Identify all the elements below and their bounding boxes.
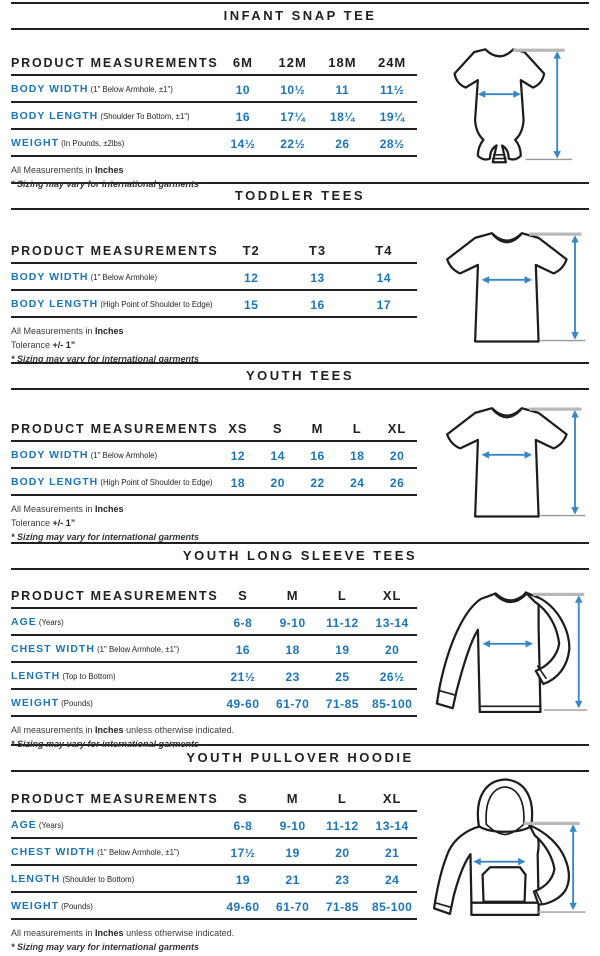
measurement-label-cell [11,129,218,156]
youth-pullover-hoodie-illustration [421,772,589,927]
length-arrow [569,824,576,910]
measurement-label-cell [11,838,218,865]
measurement-value: 23 [268,662,318,689]
table-row [11,635,417,662]
measurement-value: 18 [218,468,258,495]
measurement-label-cell [11,689,218,716]
measurement-value: 9-10 [268,811,318,838]
measurement-label-cell [11,441,218,468]
table-area [11,210,417,368]
measurement-value: 20 [258,468,298,495]
footnote-text: All measurements in [11,725,96,735]
table-header-row [11,788,417,811]
size-column-header: S [218,585,268,608]
footnote-bold-text: Inches [95,165,124,175]
measurement-value: 13-14 [367,608,417,635]
footnote [11,504,417,514]
measurement-label-cell [11,263,218,290]
size-column-header: M [268,585,318,608]
table-body [11,75,417,156]
footnote-text: * Sizing may vary for international garments [11,739,200,749]
table-area [11,570,417,753]
measurement-value: 12 [218,441,258,468]
table-row [11,441,417,468]
size-column-header: L [337,418,377,441]
youth-pullover-hoodie-figure [421,772,589,932]
measurement-value: 61-70 [268,892,318,919]
table-area [11,390,417,546]
footnote-text: Tolerance [11,518,53,528]
measurement-note: (1" Below Armhole, ±1") [94,848,180,857]
table-body [11,608,417,716]
measurement-value: 21½ [218,662,268,689]
size-column-header: 12M [268,52,318,75]
size-column-header: 18M [318,52,368,75]
table-row [11,102,417,129]
measurement-value: 21 [367,838,417,865]
size-column-header: 24M [367,52,417,75]
measurement-value: 11 [318,75,368,102]
table-row [11,608,417,635]
table-row [11,838,417,865]
measurement-value: 13-14 [367,811,417,838]
table-header-row [11,52,417,75]
measurement-value: 6-8 [218,608,268,635]
measurement-value: 61-70 [268,689,318,716]
measurement-value: 16 [284,290,350,317]
measurement-label: WEIGHT [11,900,59,912]
size-column-header: T2 [218,240,284,263]
table-row [11,892,417,919]
figure-area [417,570,589,739]
measurement-value: 10 [218,75,268,102]
measurement-label: CHEST WIDTH [11,643,95,655]
body-length-arrow [571,235,578,340]
measurement-value: 14 [351,263,417,290]
measurement-value: 26 [318,129,368,156]
measurement-value: 17¼ [268,102,318,129]
measurement-value: 9-10 [268,608,318,635]
length-arrow [575,595,582,708]
size-column-header: 6M [218,52,268,75]
measurement-note: (1" Below Armhole, ±1") [88,85,173,94]
size-table [11,585,417,717]
measurement-note: (Shoulder to Bottom) [60,875,135,884]
footnote-text: unless otherwise indicated. [123,725,235,735]
measurement-value: 16 [218,102,268,129]
measurement-note: (1" Below Armhole, ±1") [94,645,180,654]
footnote [11,739,417,749]
measurement-value: 18 [337,441,377,468]
measurement-note: (Years) [36,821,64,830]
figure-area [417,30,589,185]
footnote [11,725,417,735]
table-body [11,441,417,495]
measurement-value: 19 [318,635,368,662]
table-row [11,468,417,495]
table-head [11,240,417,263]
footnote-bold-text: +/- 1” [52,518,76,528]
footnote-text: unless otherwise indicated. [123,928,235,938]
section-youth-long-sleeve-tees [0,542,600,749]
size-column-header: L [318,788,368,811]
section-title: YOUTH LONG SLEEVE TEES [182,548,418,563]
measurement-label: BODY WIDTH [11,271,89,283]
measurement-label-cell [11,892,218,919]
section-content [11,772,589,956]
section-youth-tees [0,362,600,542]
size-table [11,52,417,157]
table-header-row [11,585,417,608]
size-table [11,788,417,920]
size-column-header: L [318,585,368,608]
footnote-text: * Sizing may vary for international garments [11,532,200,542]
measurement-value: 18 [268,635,318,662]
measurement-value: 22½ [268,129,318,156]
measurement-label-cell [11,75,218,102]
size-column-header: XL [367,788,417,811]
section-content [11,390,589,546]
footnote [11,326,417,336]
table-header-row [11,418,417,441]
measurement-value: 11-12 [318,608,368,635]
footnote-text: Tolerance [11,340,53,350]
footnote [11,532,417,542]
measurement-value: 18¼ [318,102,368,129]
infant-bodysuit-figure [419,30,589,185]
toddler-tee-illustration [421,222,589,362]
measurement-value: 19¼ [367,102,417,129]
section-title: YOUTH PULLOVER HOODIE [186,750,414,765]
table-body [11,811,417,919]
measurement-value: 49-60 [218,892,268,919]
figure-area [417,772,589,932]
table-row [11,662,417,689]
measurement-label-cell [11,468,218,495]
measurement-value: 19 [218,865,268,892]
footnotes [11,326,417,364]
measurement-value: 20 [367,635,417,662]
section-toddler-tees [0,182,600,362]
table-header-label: PRODUCT MEASUREMENTS [11,585,218,608]
measurement-value: 49-60 [218,689,268,716]
footnote [11,340,417,350]
footnote-bold-text: Inches [95,326,124,336]
table-header-label: PRODUCT MEASUREMENTS [11,52,218,75]
measurement-value: 26½ [367,662,417,689]
size-column-header: T4 [351,240,417,263]
footnote-text: * Sizing may vary for international garments [11,179,200,189]
youth-tee-illustration [421,396,589,538]
measurement-value: 24 [367,865,417,892]
measurement-value: 14½ [218,129,268,156]
measurement-value: 16 [298,441,338,468]
size-column-header: T3 [284,240,350,263]
measurement-value: 20 [318,838,368,865]
measurement-label-cell [11,865,218,892]
measurement-label: CHEST WIDTH [11,846,95,858]
measurement-value: 22 [298,468,338,495]
footnotes [11,504,417,542]
section-title-bar [11,2,589,30]
measurement-note: (Pounds) [59,699,93,708]
footnotes [11,165,417,189]
table-area [11,30,417,193]
measurement-value: 71-85 [318,892,368,919]
section-infant-snap-tee [0,2,600,189]
table-header-row [11,240,417,263]
body-length-arrow [553,51,560,158]
table-head [11,418,417,441]
table-area [11,772,417,956]
measurement-value: 85-100 [367,689,417,716]
measurement-value: 16 [218,635,268,662]
footnote [11,165,417,175]
footnotes [11,725,417,749]
measurement-value: 15 [218,290,284,317]
footnote-text: All Measurements in [11,326,96,336]
measurement-note: (Pounds) [59,902,93,911]
table-header-label: PRODUCT MEASUREMENTS [11,418,218,441]
footnote [11,942,417,952]
measurement-value: 85-100 [367,892,417,919]
measurement-value: 11-12 [318,811,368,838]
table-head [11,788,417,811]
youth-long-sleeve-tee-illustration [421,576,589,734]
measurement-label: BODY LENGTH [11,298,99,310]
footnote-bold-text: +/- 1” [52,340,76,350]
table-row [11,290,417,317]
measurement-label-cell [11,290,218,317]
footnote [11,518,417,528]
table-row [11,263,417,290]
measurement-value: 19 [268,838,318,865]
measurement-value: 28½ [367,129,417,156]
measurement-value: 17 [351,290,417,317]
measurement-label: BODY WIDTH [11,83,89,95]
measurement-value: 17½ [218,838,268,865]
measurement-value: 25 [318,662,368,689]
table-row [11,811,417,838]
footnote-text: * Sizing may vary for international garments [11,354,200,364]
body-length-arrow [571,410,578,515]
measurement-value: 12 [218,263,284,290]
table-row [11,865,417,892]
figure-area [417,390,589,543]
measurement-label: AGE [11,616,37,628]
size-column-header: S [258,418,298,441]
toddler-tee-figure [421,210,589,367]
size-table [11,240,417,318]
measurement-value: 10½ [268,75,318,102]
measurement-value: 71-85 [318,689,368,716]
measurement-label-cell [11,608,218,635]
measurement-value: 14 [258,441,298,468]
section-content [11,210,589,368]
table-row [11,75,417,102]
section-title: TODDLER TEES [234,188,366,203]
measurement-note: (In Pounds, ±2lbs) [59,139,125,148]
footnote [11,354,417,364]
measurement-label-cell [11,635,218,662]
section-title-bar [11,542,589,570]
measurement-value: 21 [268,865,318,892]
footnote-text: All Measurements in [11,165,96,175]
measurement-label: WEIGHT [11,137,59,149]
table-body [11,263,417,317]
figure-area [417,210,589,367]
footnote-bold-text: Inches [95,504,124,514]
section-title: YOUTH TEES [245,368,355,383]
measurement-value: 11½ [367,75,417,102]
size-table [11,418,417,496]
measurement-value: 13 [284,263,350,290]
size-column-header: M [298,418,338,441]
size-column-header: XL [377,418,417,441]
table-header-label: PRODUCT MEASUREMENTS [11,788,218,811]
measurement-label: LENGTH [11,670,61,682]
measurement-note: (Years) [36,618,64,627]
footnote [11,928,417,938]
measurement-label: BODY LENGTH [11,110,99,122]
youth-tee-figure [421,390,589,543]
size-column-header: M [268,788,318,811]
measurement-label: AGE [11,819,37,831]
measurement-label-cell [11,811,218,838]
section-youth-pullover-hoodie [0,744,600,952]
measurement-label-cell [11,662,218,689]
table-head [11,585,417,608]
table-head [11,52,417,75]
table-header-label: PRODUCT MEASUREMENTS [11,240,218,263]
table-row [11,129,417,156]
section-content [11,570,589,753]
measurement-note: (High Point of Shoulder to Edge) [98,300,213,309]
measurement-value: 23 [318,865,368,892]
size-column-header: XS [218,418,258,441]
footnote-bold-text: Inches [95,928,124,938]
size-column-header: S [218,788,268,811]
youth-long-sleeve-tee-figure [421,570,589,739]
measurement-label: BODY LENGTH [11,476,99,488]
measurement-note: (1" Below Armhole) [88,451,158,460]
footnote-text: All measurements in [11,928,96,938]
measurement-value: 24 [337,468,377,495]
measurement-value: 26 [377,468,417,495]
measurement-note: (Shoulder To Bottom, ±1") [98,112,190,121]
measurement-note: (Top to Bottom) [60,672,116,681]
measurement-value: 20 [377,441,417,468]
measurement-label: WEIGHT [11,697,59,709]
measurement-value: 6-8 [218,811,268,838]
measurement-label-cell [11,102,218,129]
measurement-label: LENGTH [11,873,61,885]
footnote-text: All Measurements in [11,504,96,514]
section-content [11,30,589,193]
measurement-note: (1" Below Armhole) [88,273,158,282]
measurement-label: BODY WIDTH [11,449,89,461]
section-title: INFANT SNAP TEE [223,8,377,23]
footnotes [11,928,417,952]
table-row [11,689,417,716]
footnote-bold-text: Inches [95,725,124,735]
infant-bodysuit-illustration [419,40,589,180]
footnote-text: * Sizing may vary for international garments [11,942,200,952]
size-column-header: XL [367,585,417,608]
measurement-note: (High Point of Shoulder to Edge) [98,478,213,487]
